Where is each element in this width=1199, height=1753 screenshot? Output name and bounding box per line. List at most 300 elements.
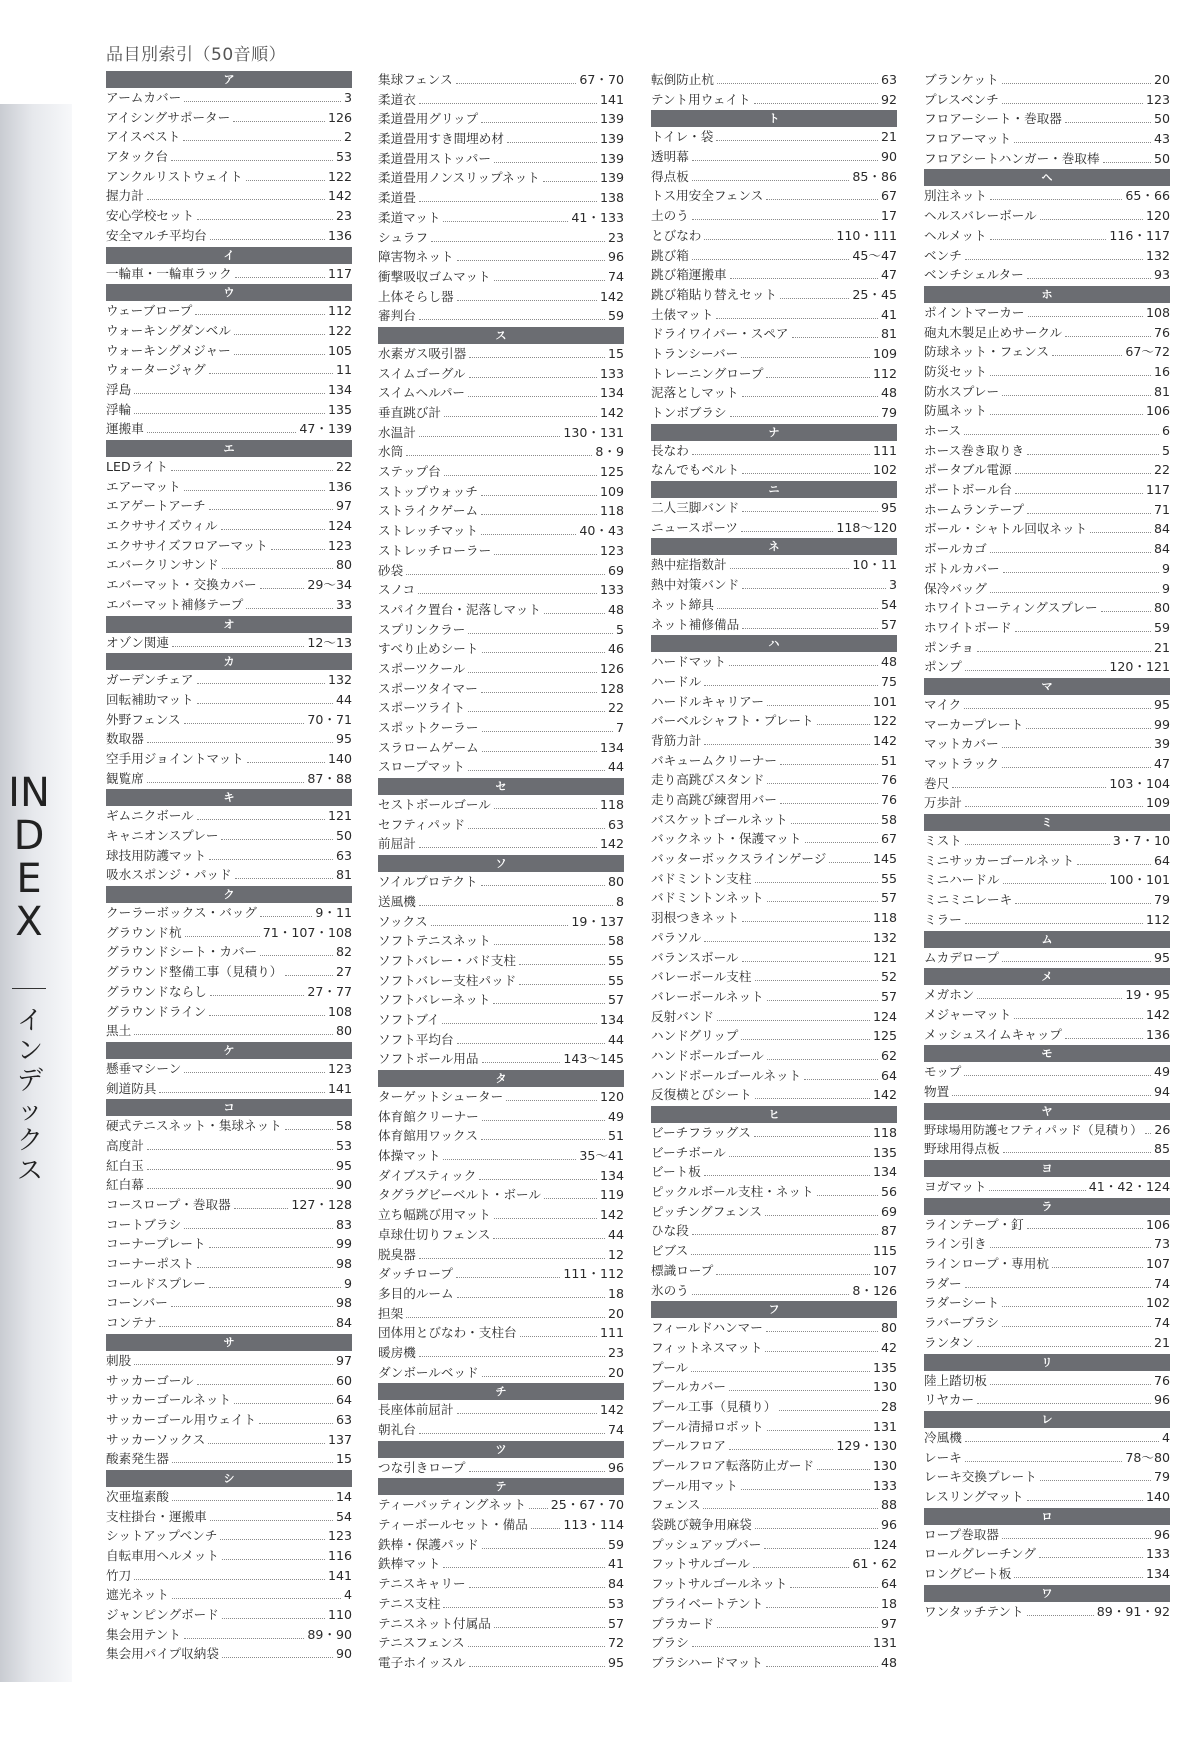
entry-name: ターゲットシューター [378,1089,504,1104]
dot-leader [197,1266,333,1268]
index-entry [106,1546,352,1566]
entry-name: プラカード [651,1615,714,1631]
entry-name: スロープマット [378,759,466,775]
entry-page: 57 [880,616,897,632]
index-entry [378,129,624,149]
entry-name: 暖房機 [378,1344,416,1360]
entry-name: ソフトバレーネット [378,992,491,1008]
index-entry [106,496,352,516]
dot-leader [184,100,341,102]
entry-name: ビート板 [651,1164,701,1180]
dot-leader [755,881,878,883]
entry-page: 41・42・124 [1088,1179,1170,1194]
dot-leader [741,356,870,358]
dot-leader [716,139,878,141]
entry-name: 走り高跳びスタンド [651,772,765,788]
dot-leader [765,1214,878,1216]
index-entry [924,342,1170,362]
dot-leader [481,533,576,535]
index-entry [651,967,897,987]
index-entry [924,1544,1170,1564]
entry-name: ダッチロープ [378,1266,453,1282]
index-entry [106,1390,352,1410]
index-entry [924,793,1170,813]
dot-leader [222,1558,325,1560]
entry-page: 50 [335,828,352,843]
section-heading: ア [106,71,352,88]
entry-page: 84 [1153,541,1170,557]
index-entry [106,1566,352,1586]
dot-leader [730,567,850,569]
index-entry [651,383,897,403]
entry-page: 39 [1153,736,1170,752]
dot-leader [482,1119,605,1121]
entry-name: 紅白玉 [106,1157,144,1173]
entry-name: 走り高跳び練習用バー [651,792,777,807]
dot-leader [1065,335,1151,337]
entry-page: 58 [335,1118,352,1134]
entry-page: 100・101 [1109,872,1170,888]
index-entry [106,1079,352,1099]
index-entry [924,519,1170,539]
index-entry [651,1241,897,1261]
entry-page: 59 [607,1536,624,1552]
section-heading: コ [106,1099,352,1116]
dot-leader [172,1499,333,1501]
index-entry [378,1049,624,1069]
index-entry [651,265,897,285]
dot-leader [804,1078,878,1080]
entry-page: 133 [1145,1546,1170,1562]
dot-leader [456,1276,560,1278]
dot-leader [493,1002,605,1004]
entry-page: 55 [880,870,897,886]
entry-name: 支柱掛台・運搬車 [106,1508,207,1524]
dot-leader [419,904,613,906]
index-entry [924,539,1170,559]
entry-page: 63 [880,72,897,87]
index-entry [924,206,1170,226]
entry-name: ソフトテニスネット [378,933,491,949]
entry-name: フットサルゴールネット [651,1576,788,1592]
entry-page: 135 [872,1144,897,1160]
dot-leader [494,161,597,163]
entry-name: ニュースポーツ [651,519,739,535]
entry-page: 142 [599,1402,624,1418]
index-entry [106,1644,352,1664]
dot-leader [184,722,305,724]
dot-leader [692,258,850,260]
entry-page: 84 [607,1576,624,1592]
section-heading: ソ [378,855,624,872]
entry-name: メジャーマット [924,1006,1012,1022]
index-entry [378,815,624,835]
entry-name: スポーツタイマー [378,680,478,696]
dot-leader [184,1071,325,1073]
dot-leader [468,1645,605,1647]
index-entry [106,633,352,653]
entry-page: 97 [880,1615,897,1631]
dot-leader [1027,512,1151,514]
entry-page: 53 [335,1137,352,1153]
entry-page: 56 [880,1184,897,1200]
index-entry [106,419,352,439]
index-entry [378,344,624,364]
entry-page: 124 [872,1008,897,1024]
entry-name: 朝礼台 [378,1422,416,1437]
index-entry [106,1371,352,1391]
index-entry [106,942,352,962]
index-entry [106,341,352,361]
entry-page: 63 [335,847,352,863]
entry-name: ティーボールセット・備品 [378,1517,528,1533]
entry-page: 58 [607,933,624,949]
index-entry [651,127,897,147]
entry-name: ネット補修備品 [651,616,740,632]
entry-name: ソフトボール用品 [378,1051,479,1067]
dot-leader [965,1440,1159,1442]
dot-leader [780,763,878,765]
entry-name: バドミントン支柱 [651,870,752,886]
entry-name: ウォーキングダンベル [106,322,231,338]
index-entry [924,1082,1170,1102]
index-entry [924,1525,1170,1545]
entry-name: ホース [924,423,962,438]
index-entry [924,831,1170,851]
dot-leader [817,1194,878,1196]
entry-page: 143〜145 [563,1051,624,1067]
entry-page: 102 [1145,1295,1170,1311]
section-heading: ヨ [924,1160,1170,1177]
index-entry [378,364,624,384]
entry-name: ティーバッティングネット [378,1497,527,1513]
index-entry [106,1526,352,1546]
entry-page: 90 [335,1177,352,1193]
index-entry [106,595,352,615]
entry-page: 97 [335,498,352,514]
dot-leader [964,1074,1151,1076]
entry-name: アタック台 [106,149,169,165]
index-entry [378,834,624,854]
entry-page: 145 [872,851,897,867]
entry-page: 126 [327,109,352,125]
entry-name: フロアーシート・巻取器 [924,111,1062,127]
entry-name: 熱中対策バンド [651,577,740,593]
entry-name: グラウンド整備工事（見積り） [106,964,283,980]
index-entry [378,1245,624,1265]
index-entry [651,770,897,790]
dot-leader [171,159,333,161]
index-entry [378,70,624,90]
index-entry [924,1313,1170,1333]
entry-name: キャニオンスプレー [106,828,219,843]
dot-leader [443,220,568,222]
entry-name: バキュームクリーナー [651,752,777,768]
index-column-2 [378,70,624,1673]
dot-leader [990,591,1159,593]
entry-page: 4 [1161,1429,1170,1445]
dot-leader [692,218,878,220]
entry-page: 121 [327,808,352,824]
entry-page: 19・137 [571,913,624,929]
entry-page: 103・104 [1109,775,1170,791]
dot-leader [209,1014,325,1016]
index-entry [924,1120,1170,1140]
entry-name: 跳び箱貼り替えセット [651,286,777,302]
index-entry [378,1205,624,1225]
entry-page: 107 [872,1262,897,1278]
dot-leader [1002,746,1151,748]
index-entry [106,1116,352,1136]
section-heading: ウ [106,284,352,301]
dot-leader [234,333,325,335]
index-entry [651,344,897,364]
dot-leader [469,1586,605,1588]
dot-leader [977,1345,1151,1347]
entry-name: スポーツクール [378,660,466,676]
entry-name: ビーチボール [651,1144,726,1160]
entry-page: 79 [1153,892,1170,908]
entry-page: 12 [607,1246,624,1262]
entry-page: 85・86 [852,168,897,184]
entry-page: 76 [880,792,897,807]
index-entry [924,1254,1170,1274]
entry-page: 9 [1161,560,1170,576]
entry-page: 7 [615,720,624,735]
dot-leader [260,915,312,917]
index-entry [651,1318,897,1338]
entry-page: 112 [327,303,352,319]
entry-name: ブランケット [924,72,999,87]
entry-name: ストレッチマット [378,523,479,539]
entry-page: 139 [599,131,624,147]
entry-name: 保冷バッグ [924,580,987,596]
index-entry [378,306,624,326]
entry-name: エアーマット [106,478,181,494]
index-entry [651,1594,897,1614]
index-entry [651,441,897,461]
index-entry [106,108,352,128]
entry-page: 140 [327,750,352,766]
index-entry [651,751,897,771]
index-entry [106,1351,352,1371]
index-entry [106,1021,352,1041]
dot-leader [1014,1017,1143,1019]
entry-page: 139 [599,150,624,166]
entry-name: ガーデンチェア [106,672,194,688]
dot-leader [716,317,878,319]
entry-page: 136 [1145,1026,1170,1042]
dot-leader [481,1138,605,1140]
dot-leader [259,1422,333,1424]
section-heading: チ [378,1383,624,1400]
index-entry [651,711,897,731]
entry-page: 122 [872,713,897,729]
index-entry [106,321,352,341]
index-entry [106,555,352,575]
index-entry [378,892,624,912]
dot-leader [1014,1576,1143,1578]
entry-page: 54 [335,1508,352,1524]
entry-page: 50 [1153,111,1170,127]
entry-name: 柔道畳用グリップ [378,111,479,127]
dot-leader [209,858,333,860]
index-entry [106,1234,352,1254]
entry-page: 142 [1145,1006,1170,1022]
entry-page: 54 [880,596,897,612]
entry-page: 5 [1161,442,1170,458]
entry-page: 27・77 [307,983,352,999]
entry-page: 84 [335,1315,352,1331]
entry-name: 前屈計 [378,836,416,852]
index-entry [651,1515,897,1535]
entry-page: 105 [327,342,352,358]
dot-leader [210,994,305,996]
entry-name: フェンス [651,1497,701,1513]
index-entry [924,323,1170,343]
dot-leader [246,179,325,181]
dot-leader [990,1246,1151,1248]
entry-name: 泥落としマット [651,385,739,401]
index-entry [378,912,624,932]
entry-name: ハンドボールゴール [651,1047,764,1063]
entry-page: 57 [880,988,897,1004]
entry-page: 134 [599,1011,624,1027]
entry-name: 集会用テント [106,1626,181,1642]
dot-leader [965,843,1110,845]
entry-page: 21 [880,129,897,145]
entry-page: 51 [880,752,897,768]
entry-page: 134 [599,385,624,401]
entry-name: スポットクーラー [378,720,479,735]
index-entry [106,1313,352,1333]
dot-leader [197,218,333,220]
entry-name: レーキ [924,1449,962,1465]
dot-leader [134,1578,325,1580]
entry-name: 二人三脚バンド [651,500,740,516]
index-entry [378,109,624,129]
entry-page: 141 [327,1567,352,1583]
index-entry [651,1085,897,1105]
entry-page: 57 [880,890,897,906]
index-entry [378,795,624,815]
index-entry [924,754,1170,774]
entry-page: 111・112 [563,1266,624,1282]
index-entry [106,1136,352,1156]
index-entry [651,1261,897,1281]
dot-leader [260,587,305,589]
entry-page: 121 [872,949,897,965]
entry-page: 95 [1153,949,1170,965]
section-heading: レ [924,1411,1170,1428]
entry-page: 106 [1145,403,1170,419]
section-heading: オ [106,616,352,633]
index-entry [651,1535,897,1555]
entry-page: 110・111 [836,227,897,243]
entry-name: 脱臭器 [378,1246,416,1262]
entry-page: 98 [335,1295,352,1311]
dot-leader [717,1626,878,1628]
entry-page: 45〜47 [852,247,897,263]
index-entry [378,990,624,1010]
dot-leader [159,1325,333,1327]
dot-leader [419,846,597,848]
entry-name: バレーボール支柱 [651,969,752,985]
entry-name: 長座体前屈計 [378,1402,454,1418]
dot-leader [210,1519,333,1521]
entry-name: ハンドグリップ [651,1028,739,1044]
index-entry [378,1574,624,1594]
index-entry [924,870,1170,890]
entry-name: 懸垂マシーン [106,1060,182,1076]
entry-page: 79 [1153,1469,1170,1485]
index-entry [651,167,897,187]
dot-leader [704,238,833,240]
side-index-label: INDEX [8,770,50,945]
index-entry [651,928,897,948]
entry-name: マイク [924,696,962,712]
entry-page: 89・91・92 [1096,1603,1170,1619]
index-entry [924,1274,1170,1294]
section-heading: ニ [651,481,897,498]
dot-leader [469,1470,605,1472]
index-entry [651,1554,897,1574]
entry-page: 70・71 [307,711,352,727]
entry-name: 集球フェンス [378,72,453,87]
index-entry [106,575,352,595]
entry-name: サッカーゴールネット [106,1392,232,1408]
entry-name: セフティパッド [378,816,466,832]
entry-page: 122 [327,168,352,184]
index-entry [651,615,897,635]
entry-page: 23 [607,1344,624,1360]
dot-leader [481,121,597,123]
index-entry [378,423,624,443]
index-entry [378,1010,624,1030]
entry-name: LEDライト [106,459,169,474]
index-entry [378,1554,624,1574]
entry-name: タグラグビーベルト・ボール [378,1187,541,1203]
index-entry [378,1225,624,1245]
entry-page: 81 [1153,383,1170,399]
entry-name: プール [651,1359,689,1375]
entry-page: 118 [599,503,624,519]
entry-name: 電子ホイッスル [378,1654,466,1670]
entry-name: ベンチシェルター [924,267,1024,283]
entry-name: プール用マット [651,1477,739,1493]
entry-page: 80 [335,1023,352,1039]
entry-name: トイレ・袋 [651,129,714,145]
index-entry [378,1343,624,1363]
index-entry [106,982,352,1002]
entry-name: 羽根つきネット [651,910,740,926]
dot-leader [1040,1479,1151,1481]
index-entry [106,147,352,167]
index-entry [106,749,352,769]
entry-page: 52 [880,969,897,985]
dot-leader [234,1402,333,1404]
index-entry [924,948,1170,968]
entry-name: 砲丸木製足止めサークル [924,324,1063,340]
entry-page: 123 [1145,91,1170,107]
entry-name: グラウンド杭 [106,924,182,940]
entry-page: 67 [880,831,897,847]
dot-leader [482,1547,605,1549]
entry-name: 柔道マット [378,209,441,225]
dot-leader [989,1189,1085,1191]
entry-page: 130・131 [563,424,624,440]
index-entry [924,1564,1170,1584]
